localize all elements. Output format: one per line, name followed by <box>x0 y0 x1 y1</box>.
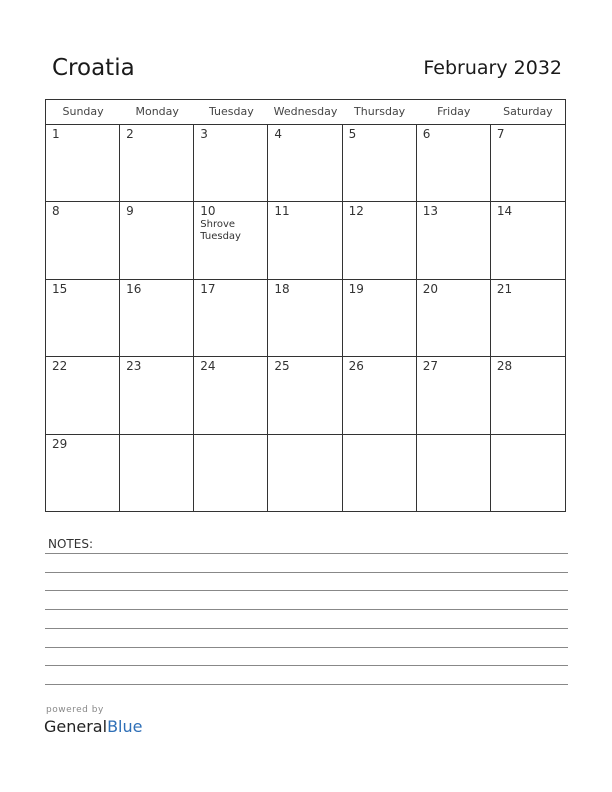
notes-line <box>45 628 568 629</box>
day-number: 25 <box>274 359 290 374</box>
day-cell[interactable] <box>491 435 565 512</box>
weekday-header-row <box>46 100 565 125</box>
day-cell[interactable] <box>343 280 417 357</box>
weekday-label: Thursday <box>354 105 406 118</box>
day-cell[interactable] <box>46 357 120 434</box>
calendar-weeks <box>46 125 565 512</box>
day-number: 29 <box>52 436 68 451</box>
notes-line <box>45 553 568 554</box>
weekday-label: Saturday <box>503 105 553 118</box>
day-number: 27 <box>422 359 438 374</box>
brand-general: General <box>44 717 108 736</box>
day-cell[interactable] <box>268 202 342 279</box>
day-number: 16 <box>126 281 142 296</box>
day-number: 12 <box>348 204 364 219</box>
day-cell[interactable] <box>120 202 194 279</box>
day-cell[interactable] <box>343 125 417 202</box>
notes-label: NOTES: <box>48 537 93 551</box>
day-cell[interactable] <box>120 125 194 202</box>
day-cell[interactable] <box>268 280 342 357</box>
day-number: 21 <box>496 281 513 296</box>
day-cell[interactable] <box>491 202 565 279</box>
day-number: 8 <box>52 204 60 219</box>
day-number: 3 <box>200 127 208 141</box>
day-cell[interactable] <box>417 357 491 434</box>
day-number: 15 <box>52 281 68 296</box>
day-cell[interactable] <box>194 125 268 202</box>
day-number: 18 <box>274 281 290 296</box>
day-cell[interactable] <box>491 357 565 434</box>
day-number: 19 <box>348 281 364 296</box>
day-cell[interactable] <box>268 357 342 434</box>
day-cell[interactable] <box>46 202 120 279</box>
brand-blue: Blue <box>107 717 143 736</box>
day-cell[interactable] <box>120 280 194 357</box>
day-cell[interactable] <box>417 202 491 279</box>
day-number: 23 <box>126 359 142 374</box>
weekday-label: Tuesday <box>208 105 254 118</box>
notes-line <box>45 609 568 610</box>
day-number: 2 <box>126 127 134 141</box>
day-cell[interactable] <box>343 202 417 279</box>
day-cell[interactable] <box>491 280 565 357</box>
day-cell[interactable] <box>343 435 417 512</box>
day-cell[interactable] <box>194 280 268 357</box>
weekday-label: Monday <box>135 105 179 118</box>
weekday-label: Friday <box>437 105 471 118</box>
day-number: 1 <box>52 127 60 141</box>
day-cell[interactable] <box>194 357 268 434</box>
notes-line <box>45 684 568 685</box>
calendar-grid <box>45 99 566 512</box>
powered-by-text: powered by <box>46 705 104 715</box>
day-number: 6 <box>422 127 431 141</box>
day-cell[interactable] <box>120 435 194 512</box>
day-cell[interactable] <box>417 280 491 357</box>
day-number: 4 <box>274 127 283 141</box>
holiday-label: Shrove Tuesday <box>200 219 241 243</box>
day-cell[interactable] <box>268 435 342 512</box>
day-cell[interactable] <box>46 125 120 202</box>
day-number: 5 <box>348 127 357 141</box>
weekday-label: Wednesday <box>273 105 338 118</box>
day-number: 10 <box>200 204 216 219</box>
day-cell[interactable] <box>268 125 342 202</box>
day-cell[interactable] <box>417 125 491 202</box>
day-number: 17 <box>200 281 216 296</box>
day-cell[interactable] <box>46 435 120 512</box>
notes-line <box>45 590 568 591</box>
day-number: 22 <box>52 359 68 374</box>
day-cell[interactable] <box>491 125 565 202</box>
day-number: 24 <box>200 359 216 374</box>
weekday-label: Sunday <box>62 105 104 118</box>
day-number: 28 <box>496 359 513 374</box>
day-number: 9 <box>126 204 134 219</box>
country-title: Croatia <box>52 55 135 81</box>
generalblue-logo[interactable] <box>44 717 142 736</box>
day-cell[interactable] <box>194 435 268 512</box>
month-year-title: February 2032 <box>423 57 562 79</box>
day-number: 20 <box>422 281 438 296</box>
notes-line <box>45 665 568 666</box>
notes-line <box>45 572 568 573</box>
day-number: 14 <box>496 204 513 219</box>
day-number: 11 <box>274 204 290 219</box>
notes-line <box>45 647 568 648</box>
day-cell[interactable] <box>194 202 268 279</box>
day-number: 7 <box>496 127 505 141</box>
day-number: 13 <box>422 204 438 219</box>
day-cell[interactable] <box>120 357 194 434</box>
day-cell[interactable] <box>46 280 120 357</box>
day-number: 26 <box>348 359 364 374</box>
day-cell[interactable] <box>343 357 417 434</box>
day-cell[interactable] <box>417 435 491 512</box>
